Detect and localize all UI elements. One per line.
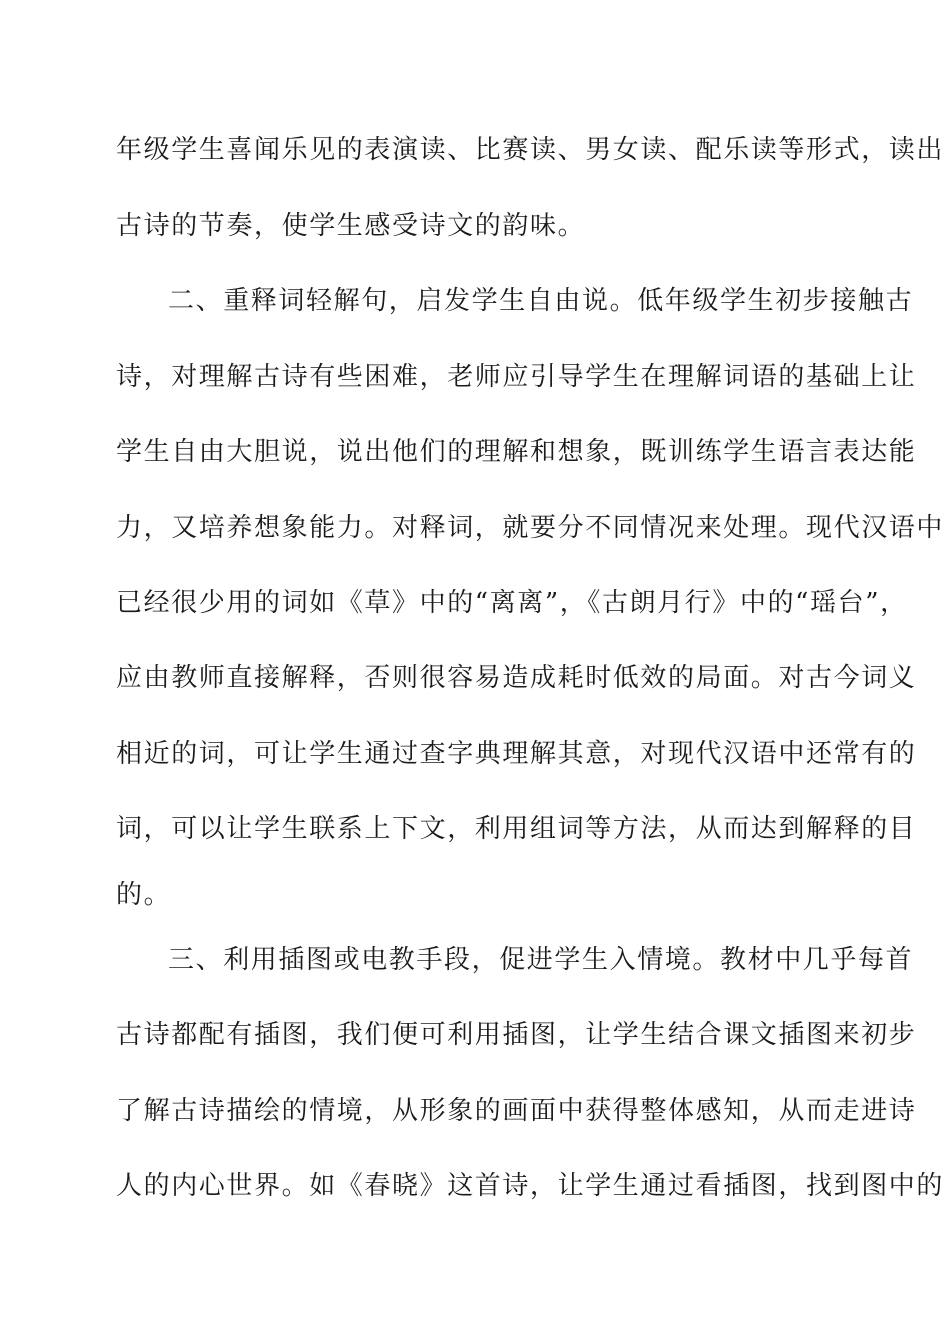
paragraph-line: 年级学生喜闻乐见的表演读、比赛读、男女读、配乐读等形式，读出 bbox=[116, 135, 945, 165]
paragraph-line: 诗，对理解古诗有些困难，老师应引导学生在理解词语的基础上让 bbox=[116, 362, 917, 392]
paragraph-line: 古诗都配有插图，我们便可利用插图，让学生结合课文插图来初步 bbox=[116, 1020, 917, 1050]
paragraph-2-first-line: 二、重释词轻解句，启发学生自由说。低年级学生初步接触古 bbox=[168, 286, 914, 316]
paragraph-3-first-line: 三、利用插图或电教手段，促进学生入情境。教材中几乎每首 bbox=[168, 945, 914, 975]
paragraph-line: 相近的词，可让学生通过查字典理解其意，对现代汉语中还常有的 bbox=[116, 739, 917, 769]
paragraph-line: 的。 bbox=[116, 880, 172, 910]
paragraph-line: 人的内心世界。如《春晓》这首诗，让学生通过看插图，找到图中的 bbox=[116, 1171, 945, 1201]
paragraph-line: 学生自由大胆说，说出他们的理解和想象，既训练学生语言表达能 bbox=[116, 437, 917, 467]
paragraph-line: 词，可以让学生联系上下文，利用组词等方法，从而达到解释的目 bbox=[116, 814, 917, 844]
paragraph-line: 已经很少用的词如《草》中的“离离”，《古朗月行》中的“瑶台”， bbox=[116, 588, 908, 618]
paragraph-line: 了解古诗描绘的情境，从形象的画面中获得整体感知，从而走进诗 bbox=[116, 1096, 917, 1126]
paragraph-line: 应由教师直接解释，否则很容易造成耗时低效的局面。对古今词义 bbox=[116, 663, 917, 693]
paragraph-line: 古诗的节奏，使学生感受诗文的韵味。 bbox=[116, 211, 586, 241]
paragraph-line: 力，又培养想象能力。对释词，就要分不同情况来处理。现代汉语中 bbox=[116, 513, 945, 543]
